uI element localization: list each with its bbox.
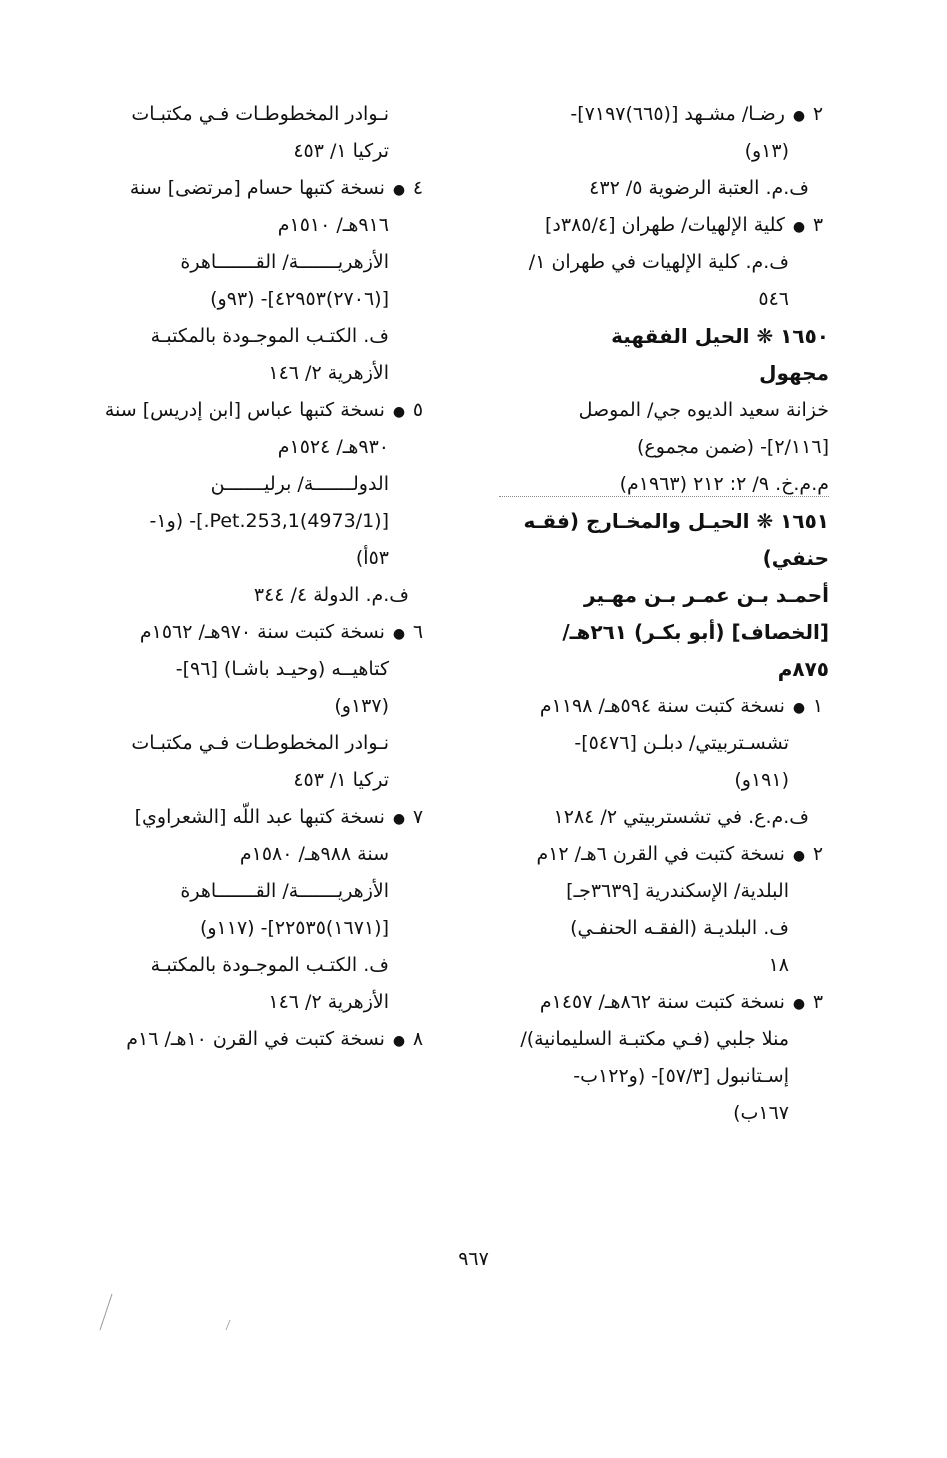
text-line: [94, 577, 429, 614]
item-number: ١: [812, 695, 824, 717]
line-text: حنفي): [762, 546, 829, 570]
numbered-entry-line: [499, 688, 829, 725]
text-line: [94, 355, 429, 392]
text-line: [499, 170, 829, 207]
item-number: ٣: [812, 991, 824, 1013]
text-line: [94, 984, 429, 1021]
text-line: [94, 244, 429, 281]
line-text: ف. الكتـب الموجـودة بالمكتبـة: [150, 325, 389, 347]
line-text: [(٢٧٠٦)٤٢٩٥٣]- (٩٣و): [210, 288, 389, 310]
entry-heading-line: [499, 503, 829, 540]
item-number: ٢: [812, 103, 824, 125]
entry-heading-line: [499, 614, 829, 651]
bullet-icon: ●: [392, 626, 406, 642]
line-text: ٨٧٥م: [777, 657, 829, 681]
line-text: نسخة كتبها عبد اللّه [الشعراوي]: [134, 806, 385, 828]
entry-heading-line: [499, 577, 829, 614]
line-text: [الخصاف] (أبو بكـر) ٢٦١هـ/: [562, 620, 829, 644]
line-text: خزانة سعيد الديوه جي/ الموصل: [578, 399, 829, 421]
bullet-icon: ●: [392, 182, 406, 198]
line-text: الأزهرية ٢/ ١٤٦: [268, 991, 389, 1013]
line-text: (١٣و): [744, 140, 789, 162]
line-text: ف. الكتـب الموجـودة بالمكتبـة: [150, 954, 389, 976]
line-text: الأزهرية ٢/ ١٤٦: [268, 362, 389, 384]
numbered-entry-line: [94, 614, 429, 651]
numbered-entry-line: [499, 96, 829, 133]
text-line: [94, 207, 429, 244]
numbered-entry-line: [94, 1021, 429, 1058]
numbered-entry-line: [499, 207, 829, 244]
line-text: ف. البلديـة (الفقـه الحنفـي): [570, 917, 789, 939]
item-number: ٢: [812, 843, 824, 865]
bullet-icon: ●: [792, 108, 806, 124]
scan-mark: [80, 1290, 260, 1350]
line-text: ٥٤٦: [758, 288, 789, 310]
text-line: [94, 836, 429, 873]
text-line: [94, 540, 429, 577]
text-line: [94, 96, 429, 133]
right-column: [499, 96, 829, 1132]
bullet-icon: ●: [392, 1033, 406, 1049]
text-line: [499, 725, 829, 762]
line-text: تركيا ١/ ٤٥٣: [293, 769, 389, 791]
line-text: ١٨: [768, 954, 789, 976]
line-text: ف.م. كلية الإلهيات في طهران ١/: [528, 251, 789, 273]
line-text: مجهول: [759, 361, 829, 385]
line-text: نـوادر المخطوطـات فـي مكتبـات: [131, 732, 389, 754]
text-line: [499, 799, 829, 836]
entry-heading-line: [499, 651, 829, 688]
line-text: م.م.خ. ٩/ ٢: ٢١٢ (١٩٦٣م): [619, 473, 829, 495]
line-text: ١٦٥٠ ❋ الحيل الفقهية: [611, 324, 829, 348]
line-text: الدولـــــــة/ برليـــــــن: [210, 473, 389, 495]
line-text: نسخة كتبت في القرن ١٠هـ/ ١٦م: [126, 1028, 385, 1050]
line-text: [٢/١١٦]- (ضمن مجموع): [637, 436, 829, 458]
line-text: نسخة كتبت في القرن ٦هـ/ ١٢م: [536, 843, 785, 865]
line-text: ١٦٥١ ❋ الحيـل والمخـارج (فقـه: [523, 509, 829, 533]
line-text: الأزهريـــــــة/ القـــــــاهرة: [180, 251, 389, 273]
text-line: [94, 725, 429, 762]
line-text: ٩١٦هـ/ ١٥١٠م: [277, 214, 389, 236]
page-number: ٩٦٧: [458, 1248, 489, 1270]
text-line: [94, 133, 429, 170]
text-line: [499, 133, 829, 170]
line-text: (١٩١و): [734, 769, 789, 791]
bullet-icon: ●: [792, 219, 806, 235]
bullet-icon: ●: [392, 811, 406, 827]
text-line: [499, 947, 829, 984]
section-divider: [499, 496, 829, 497]
numbered-entry-line: [499, 836, 829, 873]
line-text: ١٦٧ب): [733, 1102, 789, 1124]
item-number: ٦: [412, 621, 424, 643]
item-number: ٧: [412, 806, 424, 828]
text-line: [94, 281, 429, 318]
line-text: تشسـتربيتي/ دبلـن [٥٤٧٦]-: [574, 732, 789, 754]
bullet-icon: ●: [792, 996, 806, 1012]
text-line: [499, 429, 829, 466]
text-line: [94, 318, 429, 355]
line-text: البلدية/ الإسكندرية [٣٦٣٩جـ]: [566, 880, 789, 902]
text-line: [94, 429, 429, 466]
text-line: [499, 466, 829, 503]
text-line: [499, 392, 829, 429]
numbered-entry-line: [499, 984, 829, 1021]
line-text: نسخة كتبت سنة ٨٦٢هـ/ ١٤٥٧م: [539, 991, 785, 1013]
line-text: (١٣٧و): [334, 695, 389, 717]
line-text: الأزهريـــــــة/ القـــــــاهرة: [180, 880, 389, 902]
item-number: ٣: [812, 214, 824, 236]
text-line: [94, 910, 429, 947]
line-text: ف.م. العتبة الرضوية ٥/ ٤٣٢: [589, 177, 809, 199]
line-text: [(4973/1)Pet.253,1.]- (و١-: [149, 510, 389, 532]
line-text: نسخة كتبها حسام [مرتضى] سنة: [129, 177, 385, 199]
left-column: [94, 96, 429, 1058]
item-number: ٤: [412, 177, 424, 199]
bullet-icon: ●: [392, 404, 406, 420]
entry-heading-line: [499, 540, 829, 577]
line-text: كلية الإلهيات/ طهران [٣٨٥/٤د]: [544, 214, 785, 236]
line-text: كتاهيــه (وحيـد باشـا) [٩٦]-: [175, 658, 389, 680]
line-text: نسخة كتبها عباس [ابن إدريس] سنة: [104, 399, 385, 421]
bullet-icon: ●: [792, 700, 806, 716]
numbered-entry-line: [94, 170, 429, 207]
line-text: نسخة كتبت سنة ٥٩٤هـ/ ١١٩٨م: [539, 695, 785, 717]
text-line: [94, 503, 429, 540]
item-number: ٥: [412, 399, 424, 421]
text-line: [94, 873, 429, 910]
line-text: نـوادر المخطوطـات فـي مكتبـات: [131, 103, 389, 125]
text-line: [499, 1095, 829, 1132]
text-line: [94, 947, 429, 984]
line-text: ف.م. الدولة ٤/ ٣٤٤: [253, 584, 409, 606]
text-line: [499, 244, 829, 281]
line-text: ٥٣أ): [355, 547, 389, 569]
item-number: ٨: [412, 1028, 424, 1050]
line-text: ف.م.ع. في تشستربيتي ٢/ ١٢٨٤: [553, 806, 809, 828]
line-text: ٩٣٠هـ/ ١٥٢٤م: [277, 436, 389, 458]
line-text: نسخة كتبت سنة ٩٧٠هـ/ ١٥٦٢م: [139, 621, 385, 643]
text-line: [94, 651, 429, 688]
numbered-entry-line: [94, 799, 429, 836]
numbered-entry-line: [94, 392, 429, 429]
text-line: [499, 1058, 829, 1095]
text-line: [499, 1021, 829, 1058]
text-line: [499, 281, 829, 318]
text-line: [499, 873, 829, 910]
bullet-icon: ●: [792, 848, 806, 864]
text-line: [94, 688, 429, 725]
text-line: [499, 910, 829, 947]
line-text: إسـتانبول [٥٧/٣]- (و١٢٢ب-: [573, 1065, 789, 1087]
line-text: [(١٦٧١)٢٢٥٣٥]- (١١٧و): [199, 917, 389, 939]
line-text: رضـا/ مشـهد [(٦٦٥)٧١٩٧]-: [570, 103, 785, 125]
text-line: [94, 762, 429, 799]
line-text: منلا جلبي (فـي مكتبـة السليمانية)/: [520, 1028, 789, 1050]
line-text: سنة ٩٨٨هـ/ ١٥٨٠م: [239, 843, 389, 865]
text-line: [94, 466, 429, 503]
text-line: [499, 762, 829, 799]
entry-heading-line: [499, 355, 829, 392]
line-text: أحمـد بـن عمـر بـن مهـير: [584, 583, 829, 607]
line-text: تركيا ١/ ٤٥٣: [293, 140, 389, 162]
entry-heading-line: [499, 318, 829, 355]
